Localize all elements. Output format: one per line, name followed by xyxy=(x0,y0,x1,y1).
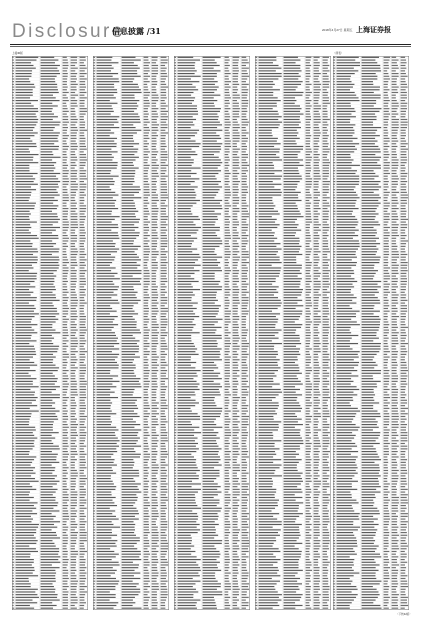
header-rule xyxy=(10,44,411,45)
column-heading: （续表） xyxy=(333,52,344,55)
dense-table-5 xyxy=(333,56,409,610)
dense-table-1 xyxy=(12,56,88,610)
table-grid xyxy=(174,56,250,610)
column-heading: 上接30版 xyxy=(12,52,23,55)
disclosure-tables xyxy=(12,52,409,610)
table-column-3 xyxy=(174,52,250,610)
table-grid xyxy=(12,56,88,610)
wordmark: Disclosure xyxy=(12,21,125,42)
table-column-4 xyxy=(255,52,331,610)
table-grid xyxy=(333,56,409,610)
continued-note: （下转32版） xyxy=(396,613,412,616)
issue-date: 2018年4月27日 星期五 xyxy=(322,28,353,32)
dense-table-4 xyxy=(255,56,331,610)
header-rule-thin xyxy=(10,46,411,47)
dense-table-2 xyxy=(93,56,169,610)
table-column-2 xyxy=(93,52,169,610)
masthead xyxy=(0,0,421,46)
section-title: 信息披露 /31 xyxy=(112,26,161,36)
table-column-5 xyxy=(333,52,409,610)
dense-table-3 xyxy=(174,56,250,610)
table-grid xyxy=(255,56,331,610)
newspaper-name: 上海证券报 xyxy=(356,25,391,34)
table-column-1 xyxy=(12,52,88,610)
table-grid xyxy=(93,56,169,610)
